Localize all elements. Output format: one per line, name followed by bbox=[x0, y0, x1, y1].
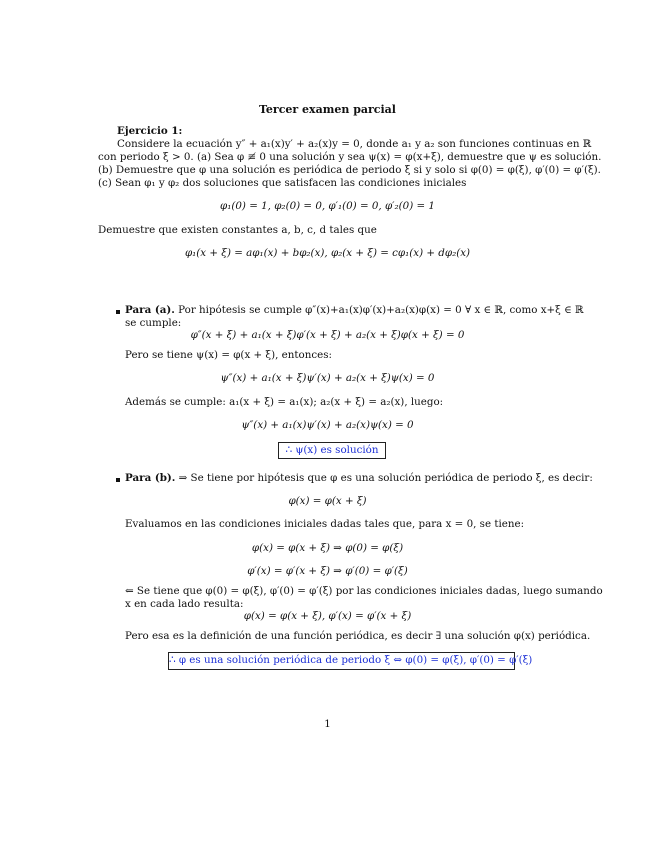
part-b-equation-2: φ(x) = φ(x + ξ) ⇒ φ(0) = φ(ξ) bbox=[251, 542, 404, 554]
part-b-equation-4: φ(x) = φ(x + ξ), φ′(x) = φ′(x + ξ) bbox=[243, 610, 412, 622]
part-a-text-1: Por hipótesis se cumple φ″(x)+a₁(x)φ′(x)+a₂(x)φ(x) = 0 ∀ x ∈ ℝ, como x+ξ ∈ ℝ bbox=[178, 304, 584, 316]
exercise-line-2: con periodo ξ > 0. (a) Sea φ ≢ 0 una solución y sea ψ(x) = φ(x+ξ), demuestre que ψ es solución. bbox=[98, 151, 602, 163]
part-b-equation-1: φ(x) = φ(x + ξ) bbox=[288, 495, 367, 507]
exercise-line-1: Considere la ecuación y″ + a₁(x)y′ + a₂(x)y = 0, donde a₁ y a₂ son funciones continuas en ℝ bbox=[117, 138, 592, 150]
exercise-line-4: (c) Sean φ₁ y φ₂ dos soluciones que satisfacen las condiciones iniciales bbox=[98, 177, 467, 189]
part-a-line-1 bbox=[125, 304, 584, 317]
part-a-conclusion-box: ∴ ψ(x) es solución bbox=[278, 442, 386, 459]
constants-equation: φ₁(x + ξ) = aφ₁(x) + bφ₂(x), φ₂(x + ξ) = cφ₁(x) + dφ₂(x) bbox=[184, 247, 471, 259]
part-b-line-5: Pero esa es la definición de una función periódica, es decir ∃ una solución φ(x) periódica. bbox=[125, 630, 591, 642]
part-a-line-3: Pero se tiene ψ(x) = φ(x + ξ), entonces: bbox=[125, 349, 332, 361]
bullet-part-a bbox=[116, 310, 120, 314]
exercise-heading: Ejercicio 1: bbox=[117, 125, 183, 137]
part-b-line-4: x en cada lado resulta: bbox=[125, 598, 244, 610]
page-number: 1 bbox=[324, 718, 331, 730]
part-a-equation-2: ψ″(x) + a₁(x + ξ)ψ′(x) + a₂(x + ξ)ψ(x) = 0 bbox=[220, 372, 435, 384]
part-b-line-2: Evaluamos en las condiciones iniciales dadas tales que, para x = 0, se tiene: bbox=[125, 518, 525, 530]
part-b-conclusion-box: ∴ φ es una solución periódica de periodo ξ ⇔ φ(0) = φ(ξ), φ′(0) = φ′(ξ) bbox=[168, 652, 515, 670]
exercise-line-3: (b) Demuestre que φ una solución es periódica de periodo ξ si y solo si φ(0) = φ(ξ), φ′(0) = φ′(ξ). bbox=[98, 164, 601, 176]
part-b-equation-3: φ′(x) = φ′(x + ξ) ⇒ φ′(0) = φ′(ξ) bbox=[247, 565, 408, 577]
bullet-part-b bbox=[116, 478, 120, 482]
part-b-text-1: ⇒ Se tiene por hipótesis que φ es una solución periódica de periodo ξ, es decir: bbox=[178, 472, 593, 484]
part-b-label: Para (b). bbox=[125, 472, 176, 484]
part-a-equation-3: ψ″(x) + a₁(x)ψ′(x) + a₂(x)ψ(x) = 0 bbox=[241, 419, 414, 431]
initial-conditions-equation: φ₁(0) = 1, φ₂(0) = 0, φ′₁(0) = 0, φ′₂(0) = 1 bbox=[220, 200, 435, 212]
part-a-equation-1: φ″(x + ξ) + a₁(x + ξ)φ′(x + ξ) + a₂(x + ξ)φ(x + ξ) = 0 bbox=[190, 329, 465, 341]
part-a-line-4: Además se cumple: a₁(x + ξ) = a₁(x); a₂(x + ξ) = a₂(x), luego: bbox=[125, 396, 444, 408]
part-a-label: Para (a). bbox=[125, 304, 175, 316]
constants-statement: Demuestre que existen constantes a, b, c, d tales que bbox=[98, 224, 377, 236]
page-title: Tercer examen parcial bbox=[259, 103, 396, 116]
part-b-line-3: ⇐ Se tiene que φ(0) = φ(ξ), φ′(0) = φ′(ξ) por las condiciones iniciales dadas, luego sumando bbox=[125, 585, 603, 597]
part-a-line-2: se cumple: bbox=[125, 317, 182, 329]
part-b-line-1 bbox=[125, 472, 593, 485]
